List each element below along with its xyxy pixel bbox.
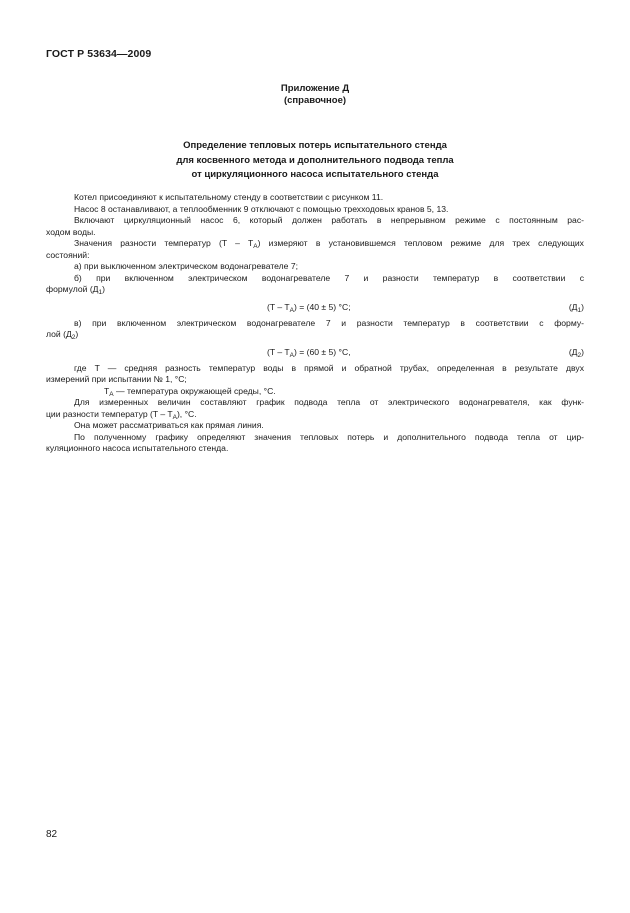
- definition-line: где T — средняя разность температур воды в прямой и обратной трубах, определенная в результате двух: [74, 362, 584, 373]
- list-item: в) при включенном электрическом водонагревателе 7 и разности температур в соответствии с форму-: [74, 317, 584, 328]
- formula-expression: $(T - T_A) = (60 \pm 5)$ °C,: [267, 346, 351, 359]
- heading-line-2: для косвенного метода и дополнительного подвода тепла: [176, 154, 454, 166]
- formula-expression: $(T - T_A) = (40 \pm 5)$ °C;: [267, 301, 351, 314]
- paragraph: Она может рассматриваться как прямая линия.: [74, 420, 264, 430]
- paragraph-line: Включают циркуляционный насос 6, который должен работать в непрерывном режиме с постоянным рас-: [74, 215, 584, 225]
- formula-number: $(Д_2)$: [568, 346, 584, 359]
- annex-subtitle: (справочное): [283, 95, 347, 106]
- paragraph-line: состояний:: [46, 249, 90, 260]
- paragraph: Насос 8 останавливают, а теплообменник 9 отключают с помощью трехходовых кранов 5, 13.: [74, 203, 449, 214]
- annex-title: Приложение Д: [280, 83, 350, 94]
- list-item-continuation: лой $(Д_2)$: [46, 329, 79, 341]
- body-text: [46, 192, 584, 455]
- heading-line-1: Определение тепловых потерь испытательного стенда: [183, 140, 447, 151]
- paragraph-line: куляционного насоса испытательного стенда.: [46, 443, 229, 453]
- paragraph-line: ции разности температур $(T - T_A)$, °C.: [46, 408, 197, 421]
- paragraph: Котел присоединяют к испытательному стенду в соответствии с рисунком 11.: [74, 192, 384, 202]
- definition-line: $T_A$ — температура окружающей среды, °C.: [104, 385, 276, 398]
- formula-number: $(Д_1)$: [568, 301, 584, 314]
- definition-line: измерений при испытании № 1, °C;: [46, 374, 187, 384]
- page-number: 82: [46, 829, 58, 840]
- paragraph-line: ходом воды.: [46, 226, 96, 237]
- list-item: а) при выключенном электрическом водонагревателе 7;: [74, 261, 299, 271]
- paragraph-line: Для измеренных величин составляют график подвода тепла от электрического водонагревателя, как функ-: [74, 397, 584, 407]
- list-item-continuation: формулой $(Д_1)$: [46, 284, 106, 296]
- formula-d2: [46, 341, 584, 363]
- document-standard-header: ГОСТ Р 53634—2009: [46, 48, 152, 60]
- paragraph-line: Значения разности температур $(T - T_A)$ измеряют в установившемся тепловом режиме для трех следующих: [74, 238, 584, 250]
- paragraph-line: По полученному графику определяют значения тепловых потерь и дополнительного подвода тепла от цир-: [74, 431, 584, 442]
- section-heading: [0, 139, 630, 183]
- heading-line-3: от циркуляционного насоса испытательного стенда: [191, 169, 439, 180]
- list-item: б) при включенном электрическом водонагревателе 7 и разности температур в соответствии с: [74, 272, 584, 283]
- formula-d1: [46, 296, 584, 318]
